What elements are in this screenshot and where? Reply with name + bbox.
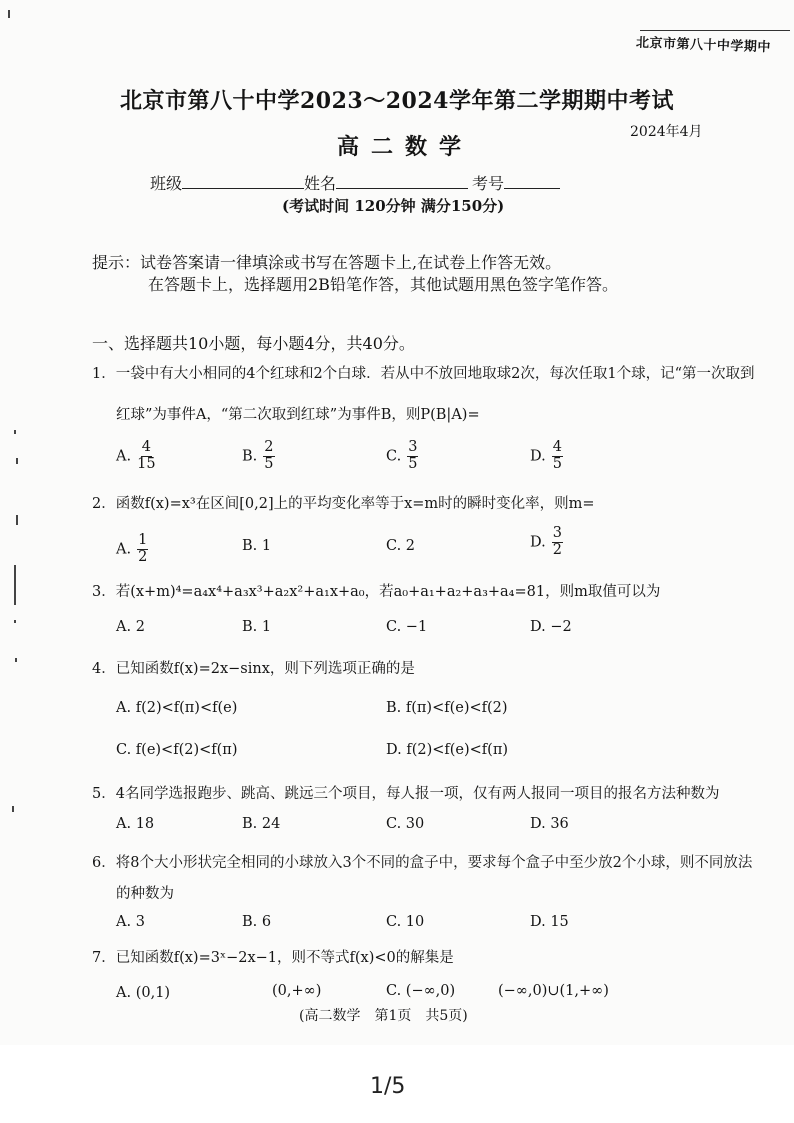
- notice-line-2: 在答题卡上，选择题用2B铅笔作答，其他试题用黑色签字笔作答。: [148, 275, 618, 294]
- q2-option-c: C. 2: [386, 538, 416, 554]
- q5-option-c: C. 30: [386, 816, 425, 832]
- scan-mark: [16, 458, 18, 464]
- q5-option-d: D. 36: [530, 816, 569, 832]
- page-indicator: 1/5: [370, 1074, 406, 1099]
- q5-option-b: B. 24: [242, 816, 281, 832]
- q4-option-b: B. f(π)<f(e)<f(2): [386, 700, 508, 716]
- question-3-stem: 3．若(x+m)⁴=a₄x⁴+a₃x³+a₂x²+a₁x+a₀，若a₀+a₁+a₂+a₃+a₄=81，则m取值可以为: [92, 584, 661, 600]
- exam-date: 2024年4月: [630, 124, 703, 140]
- scan-mark: [14, 565, 16, 605]
- exam-no-blank: [504, 174, 560, 189]
- q3-option-c: C. −1: [386, 619, 428, 635]
- scan-mark: [8, 10, 10, 18]
- question-5-stem: 5．4名同学选报跑步、跳高、跳远三个项目，每人报一项，仅有两人报同一项目的报名方法种数为: [92, 786, 720, 802]
- corner-divider: [640, 30, 790, 31]
- q7-option-b: (0,+∞): [272, 983, 322, 999]
- name-blank: [336, 174, 468, 189]
- q4-option-d: D. f(2)<f(e)<f(π): [386, 742, 509, 758]
- q1-option-b: B. $\frac{2}{5}$: [242, 439, 274, 472]
- q2-option-b: B. 1: [242, 538, 272, 554]
- question-7-stem: 7．已知函数f(x)=3ˣ−2x−1，则不等式f(x)<0的解集是: [92, 950, 454, 966]
- exam-title: 北京市第八十中学2023～2024学年第二学期期中考试: [120, 88, 674, 114]
- page-footer: (高二数学 第1页 共5页): [299, 1008, 468, 1024]
- question-4-stem: 4．已知函数f(x)=2x−sinx，则下列选项正确的是: [92, 661, 415, 677]
- question-6-stem-2: 的种数为: [116, 886, 174, 902]
- scan-mark: [16, 515, 18, 525]
- q3-option-a: A. 2: [116, 619, 145, 635]
- name-label: 姓名: [304, 174, 337, 193]
- scan-mark: [12, 806, 14, 812]
- subject-title: 高二数学: [337, 134, 474, 160]
- q2-option-a: A. $\frac{1}{2}$: [116, 532, 148, 565]
- q4-option-a: A. f(2)<f(π)<f(e): [116, 700, 238, 716]
- scan-mark: [15, 658, 17, 662]
- q7-option-d: (−∞,0)∪(1,+∞): [498, 983, 609, 999]
- exam-no-label: 考号: [472, 174, 505, 193]
- scan-mark: [14, 430, 16, 434]
- q3-option-d: D. −2: [530, 619, 572, 635]
- q2-option-d: D. $\frac{3}{2}$: [530, 525, 562, 558]
- q1-option-c: C. $\frac{3}{5}$: [386, 439, 418, 472]
- corner-stamp: 北京市第八十中学期中: [635, 35, 772, 56]
- q4-option-c: C. f(e)<f(2)<f(π): [116, 742, 238, 758]
- q1-option-d: D. $\frac{4}{5}$: [530, 439, 562, 472]
- class-label: 班级: [150, 174, 183, 193]
- q1-option-a: A. $\frac{4}{15}$: [116, 439, 156, 472]
- class-blank: [182, 174, 304, 189]
- exam-time-info: (考试时间 120分钟 满分150分): [282, 197, 505, 215]
- q6-option-c: C. 10: [386, 914, 425, 930]
- q6-option-a: A. 3: [116, 914, 145, 930]
- q6-option-b: B. 6: [242, 914, 272, 930]
- q5-option-a: A. 18: [116, 816, 155, 832]
- q6-option-d: D. 15: [530, 914, 569, 930]
- question-1-stem-2: 红球”为事件A，“第二次取到红球”为事件B，则P(B|A)=: [116, 407, 480, 423]
- notice-line-1: 提示：试卷答案请一律填涂或书写在答题卡上,在试卷上作答无效。: [92, 253, 562, 272]
- student-info-row: [150, 171, 560, 194]
- section-heading: 一、选择题共10小题，每小题4分，共40分。: [92, 334, 415, 353]
- q7-option-a: A. (0,1): [116, 985, 171, 1001]
- q7-option-c: C. (−∞,0): [386, 983, 456, 999]
- scan-mark: [14, 620, 16, 623]
- question-6-stem: 6．将8个大小形状完全相同的小球放入3个不同的盒子中，要求每个盒子中至少放2个小球，则不同放法: [92, 855, 753, 871]
- question-1-stem: 1．一袋中有大小相同的4个红球和2个白球．若从中不放回地取球2次，每次任取1个球，记“第一次取到: [92, 366, 755, 382]
- question-2-stem: 2．函数f(x)=x³在区间[0,2]上的平均变化率等于x=m时的瞬时变化率，则m=: [92, 496, 595, 512]
- q3-option-b: B. 1: [242, 619, 272, 635]
